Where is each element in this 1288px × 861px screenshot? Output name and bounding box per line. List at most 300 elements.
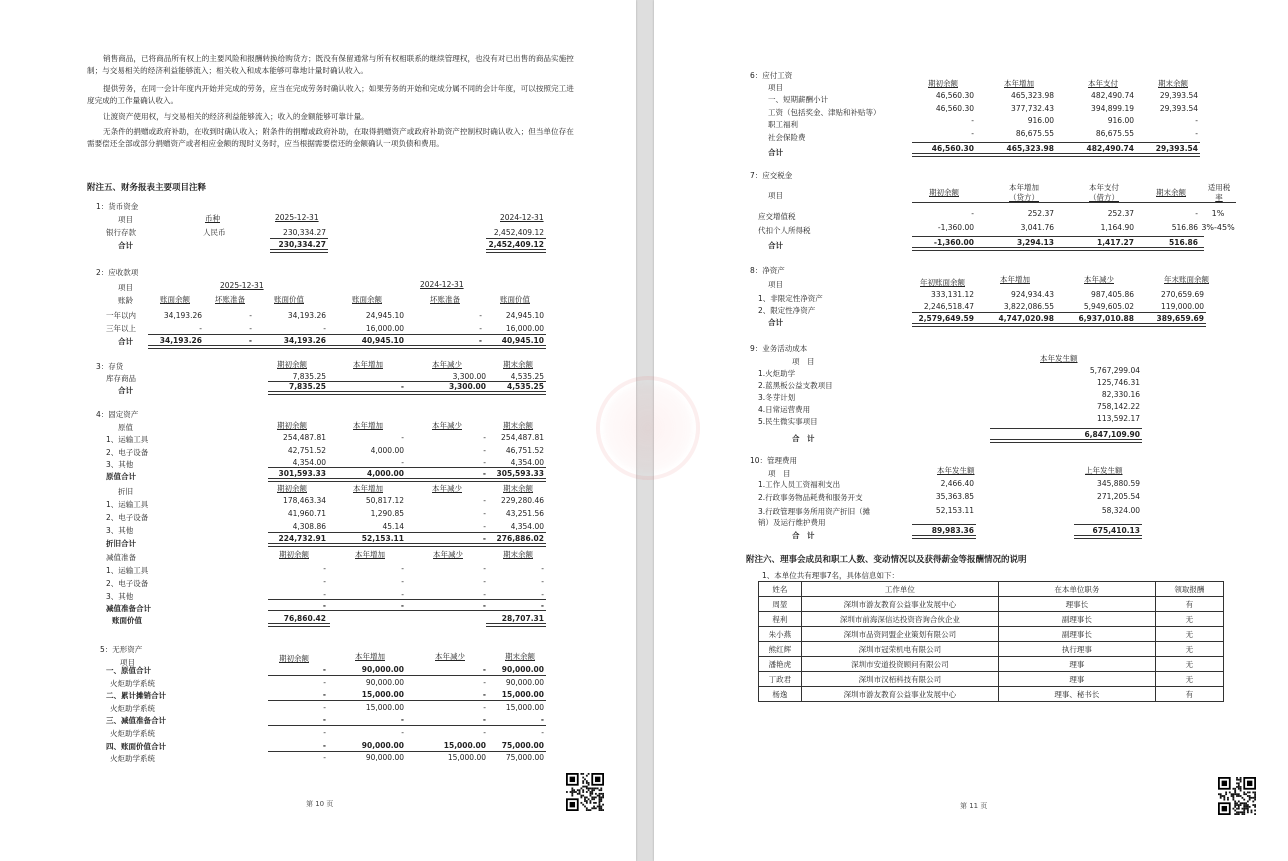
intro-paragraph-2: 提供劳务，在同一会计年度内开始并完成的劳务，应当在完成劳务时确认收入；如果劳务的开始和完成分属不同的会计年度，可以按照完工进度完成的工作量确认收入。 — [87, 84, 574, 105]
fixed-cell: 254,487.81 — [501, 433, 544, 442]
payroll-header-pay: 本年支付 — [1088, 79, 1118, 88]
intro-paragraph-1: 销售商品，已将商品所有权上的主要风险和报酬转换给购货方；既没有保留通常与所有权相联系的继续管理权，也没有对已出售的商品实施控制；与交易相关的经济利益能够流入；相关收入和成本能够可靠地计量时确认收入。 — [87, 54, 574, 75]
intangible-cell: - — [482, 715, 486, 725]
recv-cell: 16,000.00 — [505, 324, 544, 333]
net-assets-header-dec: 本年减少 — [1084, 275, 1114, 284]
recv-title: 2：应收款项 — [96, 268, 139, 277]
fixed-dep-header-inc: 本年增加 — [353, 484, 383, 493]
recv-header-bad-2: 坏账准备 — [430, 295, 460, 304]
tax-header-pay: 本年支付 — [1089, 183, 1119, 192]
recv-row-label: 一年以内 — [106, 311, 136, 320]
member-paid: 无 — [1155, 627, 1223, 642]
admin-double-rule-1 — [912, 535, 976, 539]
fixed-imp-header-close: 期末余额 — [503, 550, 533, 559]
cash-double-rule-1 — [270, 249, 328, 253]
admin-total-previous: 675,410.13 — [1092, 526, 1140, 535]
tax-header-rate-sub: 率 — [1215, 193, 1223, 202]
payroll-cell: 377,732.43 — [1011, 103, 1054, 113]
tax-header-close: 期末余额 — [1156, 188, 1186, 197]
intangible-row-label: 火炬助学系统 — [110, 678, 155, 688]
inventory-header-close: 期末余额 — [503, 360, 533, 369]
activity-double-rule — [990, 439, 1142, 443]
recv-total-cell: - — [248, 336, 252, 345]
activity-value: 113,592.17 — [1097, 414, 1140, 423]
activity-row-label: 2.蓝黑板公益支教项目 — [758, 381, 833, 390]
fixed-net-cell: 76,860.42 — [283, 614, 326, 623]
column-header-position: 在本单位职务 — [999, 582, 1156, 597]
admin-rule-1 — [912, 524, 976, 525]
tax-rate: 3%-45% — [1201, 223, 1235, 232]
activity-value: 125,746.31 — [1097, 378, 1140, 387]
recv-rule — [148, 334, 546, 335]
admin-header-item: 项 目 — [768, 469, 791, 478]
intangible-row-label: 二、累计摊销合计 — [106, 691, 166, 701]
tax-cell: 1,164.90 — [1100, 223, 1134, 232]
fixed-total-cell: 224,732.91 — [278, 534, 326, 543]
intangible-title: 5：无形资产 — [100, 645, 143, 654]
intangible-rule — [268, 751, 546, 752]
fixed-total-cell: 301,593.33 — [278, 469, 326, 478]
recv-cell: - — [249, 311, 252, 320]
fixed-imp-rule — [268, 599, 546, 600]
intangible-row-label: 火炬助学系统 — [110, 703, 155, 713]
payroll-cell: 465,323.98 — [1011, 91, 1054, 100]
member-employer: 深圳市游友教育公益事业发展中心 — [801, 597, 998, 612]
qr-code-icon — [1218, 777, 1256, 815]
fixed-dep-label: 折旧 — [118, 487, 133, 496]
fixed-header-inc: 本年增加 — [353, 421, 383, 430]
recv-header-bad-1: 坏账准备 — [215, 295, 245, 304]
intangible-cell: 15,000.00 — [361, 690, 404, 700]
fixed-dep-row-label: 1、运输工具 — [106, 500, 149, 509]
activity-header-item: 项 目 — [792, 357, 815, 366]
net-assets-total-cell: 2,579,649.59 — [918, 314, 974, 323]
fixed-title: 4：固定资产 — [96, 410, 139, 419]
activity-rule — [990, 428, 1142, 429]
fixed-cell: - — [323, 590, 326, 599]
fixed-cell: 45.14 — [382, 522, 404, 531]
member-name: 潘艳虎 — [759, 657, 802, 672]
fixed-header-open: 期初余额 — [277, 421, 307, 430]
intangible-header-dec: 本年减少 — [435, 652, 465, 661]
admin-row-label: 1.工作人员工资福利支出 — [758, 480, 841, 489]
fixed-cell: - — [483, 564, 486, 573]
member-position: 副理事长 — [999, 612, 1156, 627]
inventory-header-dec: 本年减少 — [432, 360, 462, 369]
fixed-dep-row-label: 2、电子设备 — [106, 513, 149, 522]
payroll-cell: 29,393.54 — [1159, 91, 1198, 100]
fixed-cell: - — [401, 458, 404, 467]
cash-header-item: 项目 — [118, 215, 133, 224]
recv-cell: 34,193.26 — [163, 311, 202, 320]
tax-header-inc-sub: （贷方） — [1009, 193, 1039, 202]
payroll-row-label: 职工福利 — [768, 120, 798, 129]
payroll-cell: 482,490.74 — [1091, 91, 1134, 100]
activity-row-label: 3.冬芽计划 — [758, 393, 796, 402]
intangible-cell: 90,000.00 — [501, 665, 544, 674]
intangible-rule — [268, 675, 546, 676]
member-name: 朱小燕 — [759, 627, 802, 642]
member-name: 熊红辉 — [759, 642, 802, 657]
intangible-cell: - — [401, 728, 404, 737]
admin-previous: 271,205.54 — [1097, 492, 1140, 501]
activity-value: 82,330.16 — [1101, 390, 1140, 399]
inventory-total-label: 合计 — [118, 386, 133, 395]
tax-cell: 516.86 — [1171, 223, 1198, 232]
activity-value: 5,767,299.04 — [1089, 366, 1140, 375]
member-position: 副理事长 — [999, 627, 1156, 642]
fixed-cell: 229,280.46 — [501, 496, 544, 505]
net-assets-cell: 924,934.43 — [1011, 290, 1054, 299]
inventory-total-cell: 4,535.25 — [506, 382, 544, 391]
payroll-header-open: 期初余额 — [928, 79, 958, 88]
fixed-cell: 4,354.00 — [510, 458, 544, 467]
column-header-employer: 工作单位 — [801, 582, 998, 597]
section-title-notes: 附注五、财务报表主要项目注释 — [87, 183, 207, 193]
member-name: 周堃 — [759, 597, 802, 612]
admin-row-label: 3.行政管理事务所用资产折旧（摊 — [758, 507, 871, 516]
tax-total-cell: 516.86 — [1169, 238, 1198, 247]
recv-total-cell: 34,193.26 — [283, 336, 326, 345]
intangible-cell: 15,000.00 — [505, 702, 544, 712]
fixed-cell: - — [483, 509, 486, 518]
fixed-cell: - — [401, 564, 404, 573]
board-members-table — [758, 581, 1224, 702]
fixed-orig-row-label: 3、其他 — [106, 460, 134, 469]
inventory-total-cell: 7,835.25 — [288, 382, 326, 391]
activity-value: 758,142.22 — [1097, 402, 1140, 411]
fixed-orig-row-label: 1、运输工具 — [106, 435, 149, 444]
recv-double-rule — [148, 345, 546, 349]
payroll-total-cell: 465,323.98 — [1006, 144, 1054, 153]
net-assets-header-inc: 本年增加 — [1000, 275, 1030, 284]
intangible-row-label: 三、减值准备合计 — [106, 716, 166, 726]
tax-cell: - — [1195, 209, 1198, 218]
payroll-cell: - — [1195, 128, 1198, 138]
recv-cell: 24,945.10 — [365, 311, 404, 320]
cash-double-rule-2 — [486, 249, 546, 253]
inventory-double-rule — [268, 391, 546, 395]
fixed-net-double-rule-2 — [486, 623, 546, 627]
recv-cell: - — [479, 311, 482, 320]
activity-row-label: 5.民生微实事项目 — [758, 417, 818, 426]
inventory-cell: 4,535.25 — [510, 372, 544, 381]
section-title-board: 附注六、理事会成员和职工人数、变动情况以及获得薪金等报酬情况的说明 — [746, 555, 1027, 565]
payroll-cell: - — [971, 116, 974, 125]
fixed-cell: - — [483, 577, 486, 586]
fixed-original-label: 原值 — [118, 423, 133, 432]
payroll-rule — [912, 142, 1200, 143]
member-paid: 无 — [1155, 642, 1223, 657]
recv-cell: - — [249, 324, 252, 333]
member-employer: 深圳市前海深信达投资咨询合伙企业 — [801, 612, 998, 627]
intangible-row-label: 火炬助学系统 — [110, 754, 155, 764]
recv-cell: - — [199, 324, 202, 333]
member-paid: 有 — [1155, 687, 1223, 702]
fixed-total-cell: - — [482, 534, 486, 543]
member-employer: 深圳市冠荣机电有限公司 — [801, 642, 998, 657]
fixed-total-cell: - — [482, 469, 486, 478]
intangible-cell: 90,000.00 — [361, 665, 404, 674]
fixed-dep-total-label: 折旧合计 — [106, 539, 136, 548]
admin-total-label: 合 计 — [792, 531, 815, 540]
intangible-cell: - — [483, 702, 486, 712]
intangible-cell: 75,000.00 — [505, 753, 544, 763]
admin-double-rule-2 — [1074, 535, 1142, 539]
page-11 — [654, 0, 1288, 861]
seal-stamp-icon — [596, 376, 700, 480]
recv-total-cell: 40,945.10 — [501, 336, 544, 345]
table-row — [759, 642, 1224, 657]
fixed-net-cell: 28,707.31 — [501, 614, 544, 623]
net-assets-header-item: 项目 — [768, 280, 783, 289]
recv-header-age: 账龄 — [118, 296, 133, 305]
cash-total-2025: 230,334.27 — [278, 240, 326, 249]
fixed-header-dec: 本年减少 — [432, 421, 462, 430]
intangible-header-item: 项目 — [120, 658, 135, 667]
fixed-cell: 4,354.00 — [292, 458, 326, 467]
member-employer: 深圳市游友教育公益事业发展中心 — [801, 687, 998, 702]
cash-row-2025: 230,334.27 — [283, 228, 326, 237]
fixed-total-cell: 52,153.11 — [361, 534, 404, 543]
fixed-total-cell: - — [400, 601, 404, 610]
member-position: 理事、秘书长 — [999, 687, 1156, 702]
admin-title: 10：管理费用 — [750, 456, 798, 465]
fixed-cell: 42,751.52 — [287, 446, 326, 455]
fixed-imp-rule-2 — [268, 610, 546, 611]
inventory-cell: 3,300.00 — [452, 372, 486, 381]
intangible-cell: 15,000.00 — [443, 740, 486, 750]
intangible-cell: 90,000.00 — [505, 677, 544, 687]
cash-rule-1 — [270, 238, 328, 239]
page-number-11: 第 11 页 — [960, 802, 988, 810]
intangible-rule — [268, 725, 546, 726]
member-position: 理事 — [999, 657, 1156, 672]
fixed-total-cell: - — [540, 601, 544, 610]
inventory-total-cell: 3,300.00 — [448, 382, 486, 391]
payroll-title: 6：应付工资 — [750, 71, 793, 80]
intangible-cell: 90,000.00 — [365, 677, 404, 687]
tax-header-pay-sub: （借方） — [1089, 193, 1119, 202]
intangible-cell: - — [322, 665, 326, 674]
net-assets-header-close: 年末账面余额 — [1164, 275, 1209, 284]
fixed-cell: - — [401, 433, 404, 442]
payroll-row-label: 工资（包括奖金、津贴和补贴等） — [768, 107, 881, 117]
table-header-row — [759, 582, 1224, 597]
fixed-cell: 4,308.86 — [292, 522, 326, 531]
payroll-cell: 394,899.19 — [1091, 103, 1134, 113]
member-position: 执行理事 — [999, 642, 1156, 657]
fixed-dep-row-label: 3、其他 — [106, 526, 134, 535]
intangible-cell: - — [323, 753, 326, 763]
tax-cell: 3,041.76 — [1020, 223, 1054, 232]
admin-current: 2,466.40 — [940, 479, 974, 488]
admin-total-current: 89,983.36 — [931, 526, 974, 535]
fixed-cell: 178,463.34 — [283, 496, 326, 505]
fixed-cell: - — [401, 577, 404, 586]
recv-header-book-2: 账面余额 — [352, 295, 382, 304]
payroll-cell: - — [971, 128, 974, 138]
payroll-row-label: 一、短期薪酬小计 — [768, 95, 828, 104]
intangible-cell: - — [400, 715, 404, 725]
net-assets-total-cell: 4,747,020.98 — [998, 314, 1054, 323]
member-paid: 无 — [1155, 672, 1223, 687]
table-row — [759, 672, 1224, 687]
admin-rule-2 — [1074, 524, 1142, 525]
intangible-cell: - — [322, 690, 326, 700]
member-employer: 深圳市汉栢科技有限公司 — [801, 672, 998, 687]
payroll-cell: 916.00 — [1107, 116, 1134, 125]
intangible-row-label: 一、原值合计 — [106, 666, 151, 675]
fixed-imp-header-dec: 本年减少 — [433, 550, 463, 559]
recv-total-cell: 34,193.26 — [159, 336, 202, 345]
qr-code-icon — [566, 773, 604, 811]
payroll-total-cell: 46,560.30 — [931, 144, 974, 153]
payroll-total-label: 合计 — [768, 148, 783, 157]
member-paid: 无 — [1155, 657, 1223, 672]
cash-header-2025: 2025-12-31 — [275, 213, 319, 222]
net-assets-double-rule — [912, 323, 1206, 327]
admin-header-previous: 上年发生额 — [1085, 466, 1123, 475]
tax-cell: 252.37 — [1027, 209, 1054, 218]
table-row — [759, 687, 1224, 702]
net-assets-cell: 2,246,518.47 — [923, 302, 974, 311]
fixed-total-cell: 305,593.33 — [496, 469, 544, 478]
payroll-header-item: 项目 — [768, 83, 783, 92]
fixed-imp-row-label: 2、电子设备 — [106, 579, 149, 588]
intangible-rule — [268, 700, 546, 701]
payroll-total-cell: 29,393.54 — [1155, 144, 1198, 153]
admin-previous: 345,880.59 — [1097, 479, 1140, 488]
intangible-cell: - — [482, 690, 486, 700]
fixed-imp-total-label: 减值准备合计 — [106, 604, 151, 613]
fixed-imp-header-open: 期初余额 — [279, 550, 309, 559]
net-assets-total-label: 合计 — [768, 318, 783, 327]
payroll-header-inc: 本年增加 — [1004, 79, 1034, 88]
intangible-cell: 15,000.00 — [365, 702, 404, 712]
fixed-cell: - — [483, 590, 486, 599]
fixed-cell: - — [483, 522, 486, 531]
tax-header-item: 项目 — [768, 191, 783, 200]
fixed-cell: 254,487.81 — [283, 433, 326, 442]
tax-cell: - — [971, 209, 974, 218]
intangible-cell: 15,000.00 — [447, 753, 486, 763]
net-assets-cell: 3,822,086.55 — [1003, 302, 1054, 311]
cash-header-2024: 2024-12-31 — [500, 213, 544, 222]
net-assets-total-cell: 6,937,010.88 — [1078, 314, 1134, 323]
board-intro: 1、本单位共有理事7名，具体信息如下： — [762, 571, 900, 580]
inventory-header-open: 期初余额 — [277, 360, 307, 369]
admin-current: 52,153.11 — [935, 506, 974, 515]
intro-paragraph-3: 让渡资产使用权，与交易相关的经济利益能够流入；收入的金额能够可靠计量。 — [103, 112, 369, 121]
intangible-cell: 15,000.00 — [501, 690, 544, 700]
tax-row-label: 代扣个人所得税 — [758, 226, 811, 235]
recv-header-2024: 2024-12-31 — [420, 280, 464, 289]
page-10 — [0, 0, 636, 861]
cash-row-2024: 2,452,409.12 — [493, 228, 544, 237]
recv-total-cell: - — [478, 336, 482, 345]
fixed-cell: 4,000.00 — [370, 446, 404, 455]
cash-total-2024: 2,452,409.12 — [488, 240, 544, 249]
fixed-header-close: 期末余额 — [503, 421, 533, 430]
fixed-cell: 46,751.52 — [505, 446, 544, 455]
net-assets-header-open: 年初账面余额 — [920, 278, 965, 287]
recv-header-value-2: 账面价值 — [500, 295, 530, 304]
fixed-dep-header-open: 期初余额 — [277, 484, 307, 493]
recv-header-2025: 2025-12-31 — [220, 281, 264, 290]
tax-rule — [912, 236, 1204, 237]
payroll-cell: 916.00 — [1027, 116, 1054, 125]
member-name: 杨逸 — [759, 687, 802, 702]
recv-cell: - — [323, 324, 326, 333]
recv-cell: 34,193.26 — [287, 311, 326, 320]
admin-row-label: 2.行政事务物品耗费和服务开支 — [758, 493, 863, 502]
tax-total-label: 合计 — [768, 241, 783, 250]
recv-header-value-1: 账面价值 — [274, 295, 304, 304]
member-paid: 有 — [1155, 597, 1223, 612]
intangible-cell: - — [483, 677, 486, 687]
fixed-net-label: 账面价值 — [112, 616, 142, 625]
fixed-dep-double-rule — [268, 543, 546, 547]
tax-total-cell: 3,294.13 — [1016, 238, 1054, 247]
net-assets-cell: 270,659.69 — [1161, 290, 1204, 299]
intangible-header-close: 期末余额 — [505, 652, 535, 661]
intangible-cell: - — [323, 728, 326, 737]
intangible-cell: - — [483, 728, 486, 737]
table-row — [759, 597, 1224, 612]
cash-total-label: 合计 — [118, 241, 133, 250]
intangible-cell: - — [322, 740, 326, 750]
fixed-total-cell: - — [482, 601, 486, 610]
payroll-cell: 86,675.55 — [1015, 128, 1054, 138]
recv-total-cell: 40,945.10 — [361, 336, 404, 345]
payroll-cell: 46,560.30 — [935, 91, 974, 100]
tax-cell: 252.37 — [1107, 209, 1134, 218]
payroll-cell: - — [1195, 116, 1198, 125]
net-assets-cell: 987,405.86 — [1091, 290, 1134, 299]
tax-header-rate: 适用税 — [1207, 183, 1231, 192]
fixed-dep-rule — [268, 532, 546, 533]
tax-header-inc: 本年增加 — [1009, 183, 1039, 192]
net-assets-row-label: 1、非限定性净资产 — [758, 294, 823, 303]
intangible-header-open: 期初余额 — [279, 654, 309, 663]
intangible-cell: 90,000.00 — [361, 740, 404, 750]
fixed-dep-header-dec: 本年减少 — [432, 484, 462, 493]
net-assets-title: 8：净资产 — [750, 266, 785, 275]
payroll-total-cell: 482,490.74 — [1086, 144, 1134, 153]
net-assets-cell: 119,000.00 — [1161, 302, 1204, 311]
tax-cell: -1,360.00 — [937, 223, 974, 232]
table-row — [759, 612, 1224, 627]
fixed-total-cell: - — [322, 601, 326, 610]
table-row — [759, 627, 1224, 642]
member-name: 丁政君 — [759, 672, 802, 687]
fixed-cell: 43,251.56 — [505, 509, 544, 518]
tax-title: 7：应交税金 — [750, 171, 793, 180]
payroll-double-rule — [912, 153, 1200, 157]
intro-paragraph-4: 无条件的捐赠或政府补助，在收到时确认收入；附条件的捐赠或政府补助，在取得捐赠资产或政府补助资产控制权时确认收入；但当单位存在需要偿还全部或部分捐赠资产或者相应金额的现时义务时，应当根据需要偿还的金额确认一项负债和费用。 — [87, 127, 574, 148]
fixed-cell: - — [323, 577, 326, 586]
recv-total-label: 合计 — [118, 337, 133, 346]
activity-row-label: 4.日常运营费用 — [758, 405, 811, 414]
member-paid: 无 — [1155, 612, 1223, 627]
fixed-cell: - — [483, 446, 486, 455]
net-assets-cell: 5,949,605.02 — [1083, 302, 1134, 311]
activity-title: 9：业务活动成本 — [750, 344, 808, 353]
inventory-header-inc: 本年增加 — [353, 360, 383, 369]
table-row — [759, 657, 1224, 672]
page-number-10: 第 10 页 — [306, 800, 334, 808]
